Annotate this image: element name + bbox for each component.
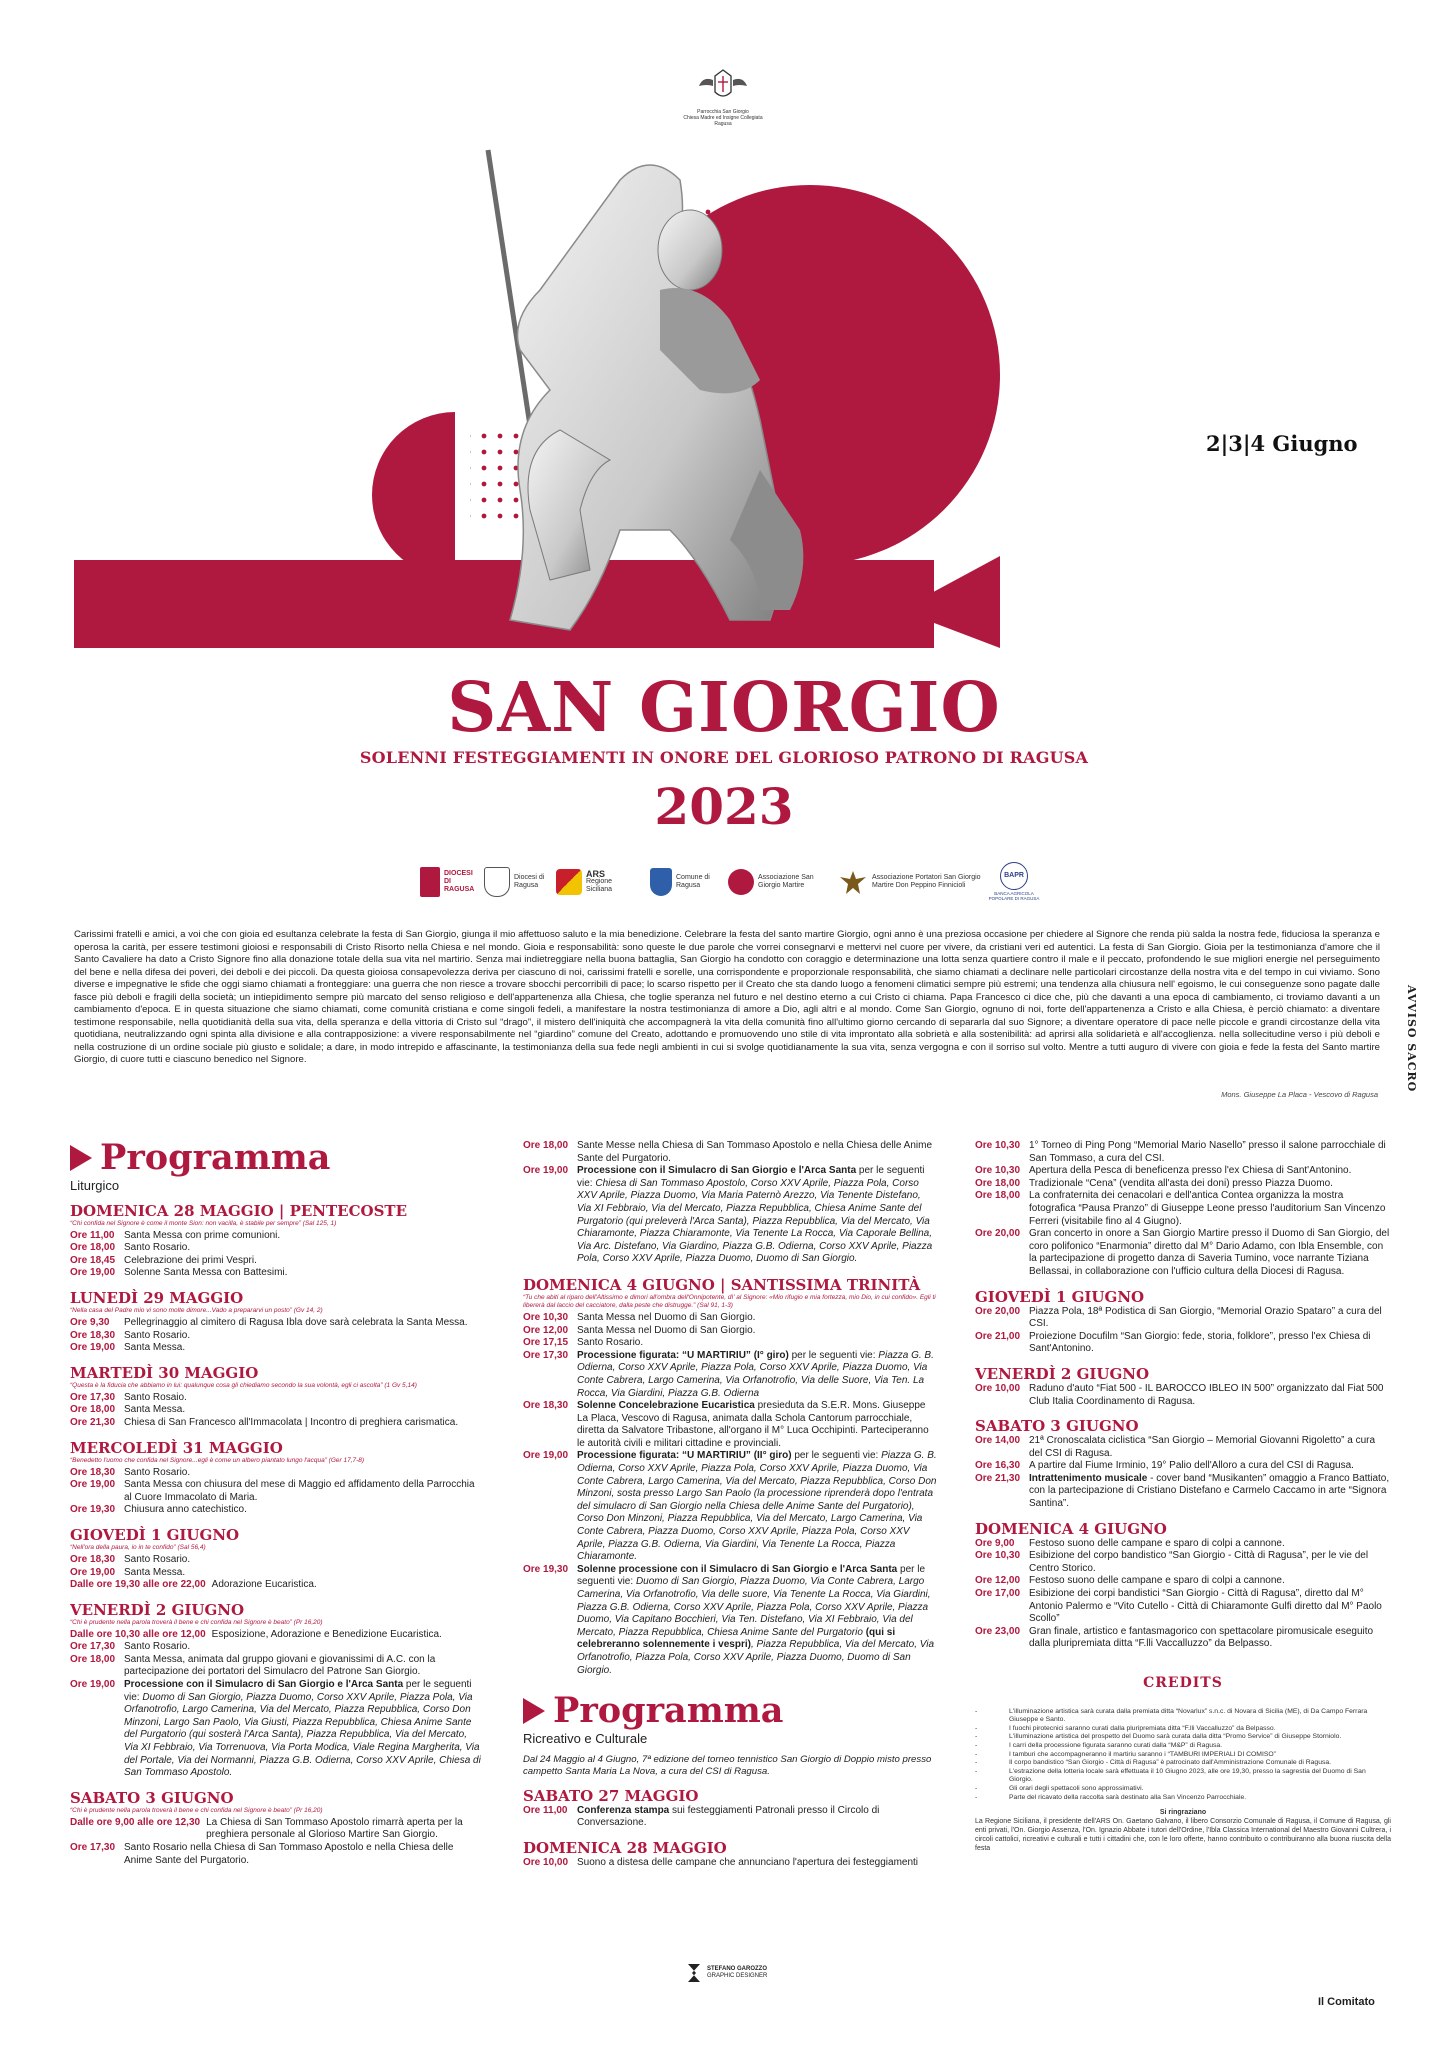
event-row: [975, 1538, 1391, 1551]
crest-icon: [683, 66, 763, 104]
event-time: Ore 18,30: [70, 1329, 116, 1341]
day-title: DOMENICA 4 GIUGNO: [975, 1519, 1167, 1538]
page-subtitle: SOLENNI FESTEGGIAMENTI IN ONORE DEL GLORIOSO PATRONO DI RAGUSA: [359, 748, 1089, 767]
event-text: Solenne Santa Messa con Battesimi.: [124, 1267, 288, 1279]
day-quote: “Nell'ora della paura, io in te confido” (Sal 56,4): [70, 1543, 206, 1551]
programma-heading: [70, 1138, 482, 1178]
event-row: [70, 1404, 482, 1417]
bullet: -: [975, 1793, 978, 1801]
event-text: Processione con il Simulacro di San Giorgio e l'Arca Santa per le seguenti vie: Chiesa di San Tommaso Apostolo, Corso XXV Aprile, Piazza Pola, Corso XXV Aprile, Piazza Duomo, Via Maria Paternò Arezzo, Via Tenente Distefano, Via XI Febbraio, Via del Mercato, Piazza Repubblica, Chiesa Anime Sante del Purgatorio (qui preleverà l'Arca Santa), Piazza Repubblica, Via del Mercato, Via Chiaramonte, Piazza Chiaramonte, Via Tenente La Rocca, Via Caporale Bellina, Via Arc. Distefano, Via Giardino, Piazza G.B. Odierna, Corso XXV Aprile, Piazza Pola, Corso XXV Aprile, Piazza Duomo, Duomo di San Giorgio.: [577, 1165, 933, 1265]
event-time: Ore 10,00: [975, 1382, 1021, 1394]
credit-text: L'estrazione della lotteria locale sarà effettuata il 10 Giugno 2023, alle ore 19,30, presso la sagrestia del Duomo di San Giorgio.: [1009, 1767, 1366, 1784]
logo-label: BANCA AGRICOLA POPOLARE DI RAGUSA: [988, 891, 1040, 901]
event-row: [523, 1337, 937, 1350]
event-text: Santa Messa con prime comunioni.: [124, 1229, 281, 1241]
logo-portatori: [838, 862, 982, 902]
event-row: [523, 1312, 937, 1325]
event-time: Ore 18,30: [70, 1553, 116, 1565]
event-time: Ore 12,00: [975, 1575, 1021, 1587]
logo-bapr: [984, 862, 1044, 902]
event-time: Ore 19,00: [70, 1679, 116, 1691]
event-row: [523, 1805, 937, 1830]
event-text: Solenne Concelebrazione Eucaristica presieduta da S.E.R. Mons. Giuseppe La Placa, Vescovo di Ragusa, animata dalla Schola Cantorum parrocchiale, diretta da Salvatore Tribastone, all'organo il M° Luca Occhipinti. Parteciperanno le autorità civili e militari cittadine e provinciali.: [577, 1400, 929, 1449]
credits-heading: CREDITS: [1143, 1675, 1223, 1691]
event-row: [975, 1306, 1391, 1331]
event-row: [70, 1817, 482, 1842]
event-row: [975, 1473, 1391, 1511]
event-text: 1° Torneo di Ping Pong “Memorial Mario Nasello” presso il salone parrocchiale di San Tommaso, a cura del CSI.: [1029, 1140, 1386, 1164]
credit-text: L'illuminazione artistica sarà curata dalla premiata ditta “Novarlux” s.n.c. di Novara di Sicilia (ME), di Da Campo Ferrara Giuseppe e Santo.: [1009, 1707, 1368, 1724]
event-text: Gran finale, artistico e fantasmagorico con spettacolare piromusicale eseguito dalla pluripremiata ditta “F.lli Vaccalluzzo” da Belpasso.: [1029, 1625, 1374, 1650]
crest-line-3: Ragusa: [714, 121, 732, 127]
event-row: [523, 1564, 937, 1677]
col3-days: [975, 1288, 1391, 1651]
designer-role: GRAPHIC DESIGNER: [707, 1973, 768, 1979]
credit-text: I carri della processione figurata saranno curati dalla “M&P” di Ragusa.: [1009, 1741, 1223, 1749]
event-time: Ore 17,30: [70, 1391, 116, 1403]
comitato-signature: Il Comitato: [1318, 1996, 1375, 2008]
event-time: Ore 21,30: [70, 1416, 116, 1428]
logo-label: Associazione Portatori San Giorgio Martire Don Peppino Finnicioli: [872, 874, 981, 889]
liturgico-days: [70, 1202, 482, 1868]
event-time: Ore 21,30: [975, 1472, 1021, 1484]
event-time: Ore 18,00: [975, 1190, 1021, 1202]
event-text: Intrattenimento musicale - cover band “Musikanten” omaggio a Franco Battiato, con la partecipazione di Cristiano Distefano e Carmelo Caccamo in arte “Signora Santina”.: [1029, 1472, 1390, 1510]
event-text: Santa Messa nel Duomo di San Giorgio.: [577, 1324, 756, 1336]
event-text: Santo Rosario.: [124, 1242, 191, 1254]
logo-label: DIOCESI DI RAGUSA: [444, 870, 475, 893]
event-text: Esposizione, Adorazione e Benedizione Eucaristica.: [211, 1628, 442, 1640]
event-row: [70, 1629, 482, 1642]
credit-item: [975, 1785, 1391, 1794]
event-time: Ore 10,30: [975, 1140, 1021, 1151]
event-row: [70, 1342, 482, 1355]
event-text: Celebrazione dei primi Vespri.: [124, 1254, 257, 1266]
event-time: Ore 17,30: [70, 1641, 116, 1653]
day-title: MARTEDÌ 30 MAGGIO: [70, 1363, 259, 1382]
credit-text: Gli orari degli spettacoli sono approssimativi.: [1009, 1784, 1144, 1792]
event-text: Proiezione Docufilm “San Giorgio: fede, storia, folklore”, presso l'ex Chiesa di Sant'Antonino.: [1029, 1330, 1371, 1355]
event-row: [975, 1178, 1391, 1191]
event-text: La confraternita dei cenacolari e dell'antica Contea organizza la mostra fotografica “Pausa Pranzo” di Giuseppe Leone presso l'auditorium San Vincenzo Ferreri (visitabile fino al 4 Giugno).: [1029, 1190, 1386, 1227]
event-row: [975, 1190, 1391, 1228]
avviso-sacro-label: AVVISO SACRO: [1405, 985, 1418, 1093]
bank-mark-label: BAPR: [1004, 872, 1024, 879]
triangle-icon: [70, 1145, 92, 1171]
event-text: Suono a distesa delle campane che annunciano l'apertura dei festeggiamenti: [577, 1856, 919, 1868]
bullet: -: [975, 1767, 978, 1775]
event-text: Santa Messa con chiusura del mese di Maggio ed affidamento della Parrocchia al Cuore Immacolato di Maria.: [124, 1479, 475, 1503]
bullet: -: [975, 1707, 978, 1715]
event-time: Ore 19,00: [523, 1450, 569, 1462]
thanks-text: La Regione Siciliana, il presidente dell'ARS On. Gaetano Galvano, il libero Consorzio Comunale di Ragusa, il Comune di Ragusa, gli enti privati, l'On. Giorgio Assenza, l'On. Ignazio Abbate i tutori dell'Ordine, l'Ibla Classica International del Maestro Giovanni Cultrera, i circoli cattolici, ricreativi e culturali e tutti i cittadini che, con le loro offerte, hanno contribuito o contribuiranno alla buona riuscita della festa: [975, 1818, 1391, 1853]
event-row: [70, 1317, 482, 1330]
event-text: Esibizione dei corpi bandistici “San Giorgio - Città di Ragusa”, diretto dal M° Antonio Palermo e “Vito Cutello - Città di Chiaramonte Gulfi diretto dal M° Paolo Scollo”: [1029, 1588, 1382, 1625]
programma-column-2: [523, 1140, 937, 1870]
crest-line-2: Chiesa Madre ed Insigne Collegiata: [683, 115, 763, 121]
day-title: SABATO 3 GIUGNO: [975, 1417, 1139, 1436]
day-title: GIOVEDÌ 1 GIUGNO: [975, 1287, 1145, 1306]
event-text: Santa Messa.: [124, 1566, 186, 1578]
credit-text: Il corpo bandistico “San Giorgio - Città di Ragusa” è patrocinato dall'Amministrazione Comunale di Ragusa.: [1009, 1759, 1332, 1767]
programma-title: Programma: [553, 1690, 784, 1732]
eagle-icon: [838, 867, 868, 897]
event-row: [975, 1331, 1391, 1356]
event-row: [975, 1575, 1391, 1588]
event-row: [70, 1679, 482, 1780]
day-quote: “Benedetto l'uomo che confida nel Signore...egli è come un albero piantato lungo l'acqua” (Ger 17,7-8): [70, 1456, 365, 1464]
event-text: Processione con il Simulacro di San Giorgio e l'Arca Santa per le seguenti vie: Duomo di San Giorgio, Piazza Duomo, Corso XXV Aprile, Piazza Pola, Via Orfanotrofio, Largo Camerina, Via del Mercato, Piazza Repubblica, Corso Don Minzoni, Largo San Paolo, Via Giusti, Piazza Repubblica, Chiesa Anime Sante del Purgatorio (qui sosterà l'Arca Santa), Piazza Repubblica, Via del Mercato, Via XI Febbraio, Via Torrenuova, Via Porta Modica, Viale Regina Margherita, Via del Portale, Via dei Normanni, Piazza G.B. Odierna, Corso XXV Aprile, Chiesa di San Tommaso Apostolo.: [124, 1679, 481, 1779]
credits-list: [975, 1708, 1391, 1803]
event-time: Ore 19,00: [70, 1479, 116, 1491]
event-row: [975, 1460, 1391, 1473]
day-title: SABATO 3 GIUGNO: [70, 1788, 234, 1807]
event-text: Conferenza stampa sui festeggiamenti Patronali presso il Circolo di Conversazione.: [577, 1804, 880, 1829]
credit-item: [975, 1708, 1391, 1725]
bullet: -: [975, 1741, 978, 1749]
city-crest-icon: [650, 868, 672, 896]
event-row: [70, 1330, 482, 1343]
event-text: Santa Messa, animata dal gruppo giovani e giovanissimi di A.C. con la partecipazione dei portatori del Simulacro del Patrone San Giorgio.: [124, 1653, 436, 1678]
bishop-signature: Mons. Giuseppe La Placa - Vescovo di Ragusa: [1221, 1090, 1378, 1099]
programma-subtitle: Ricreativo e Culturale: [523, 1731, 648, 1747]
credit-item: [975, 1742, 1391, 1751]
event-time: Ore 17,15: [523, 1337, 569, 1349]
event-row: [523, 1140, 937, 1165]
day-title: DOMENICA 4 GIUGNO | SANTISSIMA TRINITÀ: [523, 1275, 921, 1294]
event-text: Santo Rosario.: [124, 1466, 191, 1478]
event-row: [975, 1550, 1391, 1575]
event-row: [523, 1857, 937, 1870]
logo-comune: [650, 862, 712, 902]
day-quote: “Nella casa del Padre mio vi sono molte dimore...Vado a prepararvi un posto” (Gv 14, 2): [70, 1306, 323, 1314]
event-text: Santo Rosario.: [577, 1337, 644, 1349]
event-text: Santo Rosario.: [124, 1641, 191, 1653]
event-time: Ore 23,00: [975, 1625, 1021, 1637]
event-text: Chiusura anno catechistico.: [124, 1504, 247, 1516]
event-text: Santo Rosario nella Chiesa di San Tommaso Apostolo e nella Chiesa delle Anime Sante del Purgatorio.: [124, 1842, 454, 1866]
programma-title: Programma: [100, 1137, 331, 1178]
event-row: [523, 1350, 937, 1400]
credit-item: [975, 1759, 1391, 1768]
event-text: A partire dal Fiume Irminio, 19° Palio dell'Alloro a cura del CSI di Ragusa.: [1029, 1460, 1354, 1472]
logo-associazione: [728, 862, 820, 902]
bishop-letter: Carissimi fratelli e amici, a voi che con gioia ed esultanza celebrate la festa di San Giorgio, giunga il mio affettuoso saluto e la mia benedizione. Celebrare la festa del santo martire Giorgio, ogni anno è una preziosa occasione per chiedere al Signore che renda più salda la nostra fede, fiduciosa la speranza e operosa la carità, per essere testimoni gioiosi e responsabili di Cristo Risorto nella Chiesa e nel mondo. Gioia e responsabilità: sono queste le due parole che vorrei consegnarvi e mettervi nel cuore per vivere, da cristiani veri ed autentici. La festa di San Giorgio. Gioia per la testimonianza d'amore che il Santo Cavaliere ha dato a Cristo Signore fino alla donazione totale della sua vita nel martirio. Senza mai indietreggiare nella buona battaglia, San Giorgio ha condotto con coraggio e determinazione una lotta senza quartiere contro il male e il peccato, profondendo le sue migliori energie nel perseguimento del bene e nella difesa dei poveri, dei deboli e dei piccoli. Da questa gioiosa consapevolezza deriva per ciascuno di noi, carissimi fratelli e sorelle, una corrispondente e proporzionale responsabilità, che siamo chiamati a declinare nelle particolari circostanze della nostra vita e del tempo in cui viviamo. Sono diverse e impegnative le sfide che oggi siamo chiamati a fronteggiare: una guerra che non riesce a trovare sbocchi percorribili di pace; lo scarso rispetto per il Creato che sta dando luogo a fenomeni climatici sempre più estremi; una tendenza alla chiusura nell' egoismo, le cui conseguenze sono pagate dalle fasce più deboli e fragili della società; un intiepidimento sempre più marcato del senso religioso e dell'appartenenza alla Chiesa, che toglie speranza nel futuro e nel destino eterno a cui Cristo ci chiama. Papa Francesco ci dice che, più che davanti a una epoca di cambiamento, ci troviamo davanti a un cambiamento d'epoca. E in questa situazione che siamo chiamati, come comunità cristiana e come singoli fedeli, a manifestare la nostra testimonianza di amore a Dio, agli altri e al mondo. Come San Giorgio, ognuno di noi, forte dell'appartenenza a Cristo e alla Chiesa, è perciò chiamato: a diventare testimone responsabile, nella quotidianità della sua vita, della speranza e della vittoria di Cristo sul “drago”, il mistero dell'iniquità che accompagnerà la vita della comunità fino all'ultimo giorno cercando di separarla dal suo Signore; a diventare operatore di pace nelle piccole e grandi circostanze della vita quotidiana, neutralizzando ogni spinta alla divisione e alla contrapposizione: a vivere responsabilmente nel “giardino” comune del Creato, adottando e promuovendo uno stile di vita improntato alla sobrietà e alla sostenibilità: ad aprirsi alla solidarietà e all'accoglienza. nella sollecitudine verso i più deboli e nella costruzione di un ordine sociale più giusto e solidale; a dare, in modo intrepido e affascinante, la testimonianza della sua fede negli ambienti in cui si svolge quotidianamente la sua vita, senza vergogna e con il sorriso sul volto. Mentre a tutti auguro di vivere con gioia e fede la festa del Santo martire Giorgio, di cuore tutti e ciascuno benedico nel Signore.: [74, 929, 1380, 1065]
event-row: [523, 1450, 937, 1563]
bullet: -: [975, 1759, 978, 1767]
programma-ricreativo-heading: [523, 1691, 937, 1731]
logo-diocese: [420, 862, 478, 902]
bullet: -: [975, 1733, 978, 1741]
event-row: [975, 1626, 1391, 1651]
credit-text: I tamburi che accompagneranno il martiriu saranno i “TAMBURI IMPERIALI DI COMISO”: [1009, 1750, 1276, 1758]
event-time: Ore 18,00: [70, 1242, 116, 1254]
event-time: Ore 19,00: [523, 1165, 569, 1177]
credit-text: L'illuminazione artistica del prospetto del Duomo sarà curata dalla ditta “Promo Service” di Giuseppe Storniolo.: [1009, 1733, 1342, 1741]
designer-credit: [686, 1962, 767, 1984]
event-row: [70, 1567, 482, 1580]
day-title: SABATO 27 MAGGIO: [523, 1786, 699, 1805]
event-time: Ore 11,00: [523, 1804, 568, 1816]
event-text: Santo Rosario.: [124, 1553, 191, 1565]
bishop-crest-icon: [484, 867, 510, 897]
event-text: La Chiesa di San Tommaso Apostolo rimarrà aperta per la preghiera personale al Glorioso Martire San Giorgio.: [206, 1816, 463, 1841]
programma-subtitle: Liturgico: [70, 1178, 120, 1193]
event-time: Ore 19,00: [70, 1342, 116, 1354]
ricreativo-days: [523, 1787, 937, 1870]
event-time: Dalle ore 19,30 alle ore 22,00: [70, 1579, 206, 1591]
credit-item: [975, 1725, 1391, 1734]
ricreativo-intro: Dal 24 Maggio al 4 Giugno, 7ª edizione del torneo tennistico San Giorgio di Doppio misto presso campetto Santa Maria La Nova, a cura del CSI di Ragusa.: [523, 1753, 932, 1777]
event-text: Sante Messe nella Chiesa di San Tommaso Apostolo e nella Chiesa delle Anime Sante del Purgatorio.: [577, 1140, 933, 1164]
parish-crest: [683, 66, 763, 127]
day-title: VENERDÌ 2 GIUGNO: [70, 1600, 245, 1619]
event-row: [70, 1504, 482, 1517]
event-time: Ore 18,30: [70, 1466, 116, 1478]
event-row: [70, 1255, 482, 1268]
event-text: Festoso suono delle campane e sparo di colpi a cannone.: [1029, 1575, 1285, 1587]
event-time: Ore 18,00: [70, 1404, 116, 1416]
crimson-band: [74, 560, 934, 648]
event-row: [975, 1588, 1391, 1626]
event-text: Santo Rosario.: [124, 1329, 191, 1341]
logo-diocesi: [484, 862, 552, 902]
event-text: Processione figurata: “U MARTIRIU” (I° giro) per le seguenti vie: Piazza G. B. Odierna, Corso XXV Aprile, Piazza Pola, Corso XXV Aprile, Piazza Duomo, Via Conte Cabrera, Largo Camerina, Via Orfanotrofio, Via delle Suore, Via Ten. La Rocca, Via Giardini, Piazza G.B. Odierna: [577, 1349, 934, 1399]
event-row: [975, 1383, 1391, 1408]
event-text: Santa Messa.: [124, 1404, 186, 1416]
day-title: DOMENICA 28 MAGGIO | PENTECOSTE: [70, 1201, 408, 1220]
event-text: Santo Rosaio.: [124, 1391, 187, 1403]
event-row: [70, 1641, 482, 1654]
event-row: [523, 1325, 937, 1338]
logo-regione: [556, 862, 640, 902]
event-time: Ore 18,00: [975, 1177, 1021, 1189]
event-row: [523, 1400, 937, 1450]
day-quote: “Chi confida nel Signore è come il monte Sion: non vacilla, è stabile per sempre” (Sal 125, 1): [70, 1219, 337, 1227]
day-title: GIOVEDÌ 1 GIUGNO: [70, 1525, 240, 1544]
logo-label: Associazione San Giorgio Martire: [758, 874, 814, 889]
event-row: [523, 1165, 937, 1266]
page-title: SAN GIORGIO: [447, 668, 1001, 748]
logo-label: Regione Siciliana: [586, 878, 613, 893]
event-time: Dalle ore 9,00 alle ore 12,30: [70, 1816, 201, 1828]
event-row: [975, 1165, 1391, 1178]
event-time: Ore 19,30: [523, 1563, 569, 1575]
event-text: Chiesa di San Francesco all'Immacolata | Incontro di preghiera carismatica.: [124, 1416, 459, 1428]
event-time: Ore 10,00: [523, 1856, 569, 1868]
event-text: Festoso suono delle campane e sparo di colpi a cannone.: [1029, 1537, 1285, 1549]
event-row: [70, 1467, 482, 1480]
event-text: Piazza Pola, 18ª Podistica di San Giorgio, “Memorial Orazio Spataro” a cura del CSI.: [1029, 1305, 1382, 1330]
event-text: Santa Messa.: [124, 1342, 186, 1354]
event-row: [70, 1654, 482, 1679]
day-title: DOMENICA 28 MAGGIO: [523, 1838, 727, 1857]
event-row: [70, 1267, 482, 1280]
programma-column-3: [975, 1140, 1391, 1853]
event-time: Ore 18,00: [523, 1140, 569, 1151]
credit-item: [975, 1794, 1391, 1803]
event-time: Ore 19,00: [70, 1267, 116, 1279]
event-text: Adorazione Eucaristica.: [211, 1579, 317, 1591]
event-text: Apertura della Pesca di beneficenza presso l'ex Chiesa di Sant'Antonino.: [1029, 1165, 1352, 1177]
col2-events: [523, 1140, 937, 1266]
event-time: Ore 17,00: [975, 1588, 1021, 1600]
bullet: -: [975, 1784, 978, 1792]
event-time: Ore 21,00: [975, 1330, 1021, 1342]
event-time: Ore 9,00: [975, 1537, 1015, 1549]
event-text: Solenne processione con il Simulacro di San Giorgio e l'Arca Santa per le seguenti vie: Duomo di San Giorgio, Piazza Duomo, Via Conte Cabrera, Largo Camerina, Via Orfanotrofio, Via delle suore, Via Tenente La Rocca, Via Giardini, Piazza G.B. Odierna, Corso XXV Aprile, Piazza Pola, Corso XXV Aprile, Piazza Duomo, Via Capitano Bocchieri, Via Ten. Distefano, Via XI Febbraio, Via del Mercato, Piazza Repubblica, Chiesa Anime Sante del Purgatorio (qui si celebreranno solennemente i vespri), Piazza Repubblica, Via del Mercato, Via Orfanotrofio, Piazza Pola, Corso XXV Aprile, Piazza Duomo, Duomo di San Giorgio.: [577, 1563, 935, 1676]
event-text: Santa Messa nel Duomo di San Giorgio.: [577, 1311, 756, 1323]
credit-item: [975, 1733, 1391, 1742]
logo-label: Diocesi di Ragusa: [514, 874, 545, 889]
credit-item: [975, 1768, 1391, 1785]
association-icon: [728, 869, 754, 895]
event-time: Ore 18,00: [70, 1653, 116, 1665]
event-time: Ore 18,30: [523, 1400, 569, 1412]
credit-text: Parte del ricavato della raccolta sarà destinato alla San Vincenzo Parrocchiale.: [1009, 1793, 1247, 1801]
event-time: Ore 20,00: [975, 1228, 1021, 1240]
day-title: VENERDÌ 2 GIUGNO: [975, 1364, 1150, 1383]
day-title: LUNEDÌ 29 MAGGIO: [70, 1288, 244, 1307]
bullet: -: [975, 1724, 978, 1732]
event-time: Ore 12,00: [523, 1324, 569, 1336]
event-text: Tradizionale “Cena” (vendita all'asta dei doni) presso Piazza Duomo.: [1029, 1177, 1333, 1189]
event-row: [975, 1435, 1391, 1460]
event-time: Ore 17,30: [523, 1349, 569, 1361]
ars-label: ARS: [586, 869, 606, 879]
event-row: [70, 1230, 482, 1243]
event-time: Ore 18,45: [70, 1254, 116, 1266]
event-time: Ore 9,30: [70, 1316, 110, 1328]
event-row: [70, 1554, 482, 1567]
region-flag-icon: [556, 869, 582, 895]
day-title: MERCOLEDÌ 31 MAGGIO: [70, 1438, 283, 1457]
event-time: Ore 16,30: [975, 1460, 1021, 1472]
event-row: [70, 1392, 482, 1405]
credit-item: [975, 1751, 1391, 1760]
event-text: 21ª Cronoscalata ciclistica “San Giorgio – Memorial Giovanni Rigoletto” a cura del CSI di Ragusa.: [1029, 1435, 1376, 1459]
logo-label: Comune di Ragusa: [676, 874, 710, 889]
event-text: Pellegrinaggio al cimitero di Ragusa Ibla dove sarà celebrata la Santa Messa.: [124, 1316, 468, 1328]
designer-logo-icon: [686, 1962, 702, 1984]
programma-liturgico: [70, 1138, 482, 1867]
diocese-logo: [420, 867, 440, 897]
event-time: Ore 11,00: [70, 1229, 115, 1241]
bullet: -: [975, 1750, 978, 1758]
event-text: Gran concerto in onore a San Giorgio Martire presso il Duomo di San Giorgio, del coro polifonico “Enarmonia” diretto dal M° Dario Adamo, con Ibla Ensemble, con la partecipazione di progetto danza di Saveria Tumino, voce narrante Tiziana Bellassai, in collaborazione con l'ufficio cultura della Diocesi di Ragusa.: [1029, 1228, 1390, 1277]
event-row: [70, 1242, 482, 1255]
thanks-heading: Si ringraziano: [1159, 1809, 1207, 1817]
event-row: [70, 1479, 482, 1504]
bank-logo: [1000, 862, 1028, 890]
event-row: [70, 1579, 482, 1592]
event-text: Raduno d'auto “Fiat 500 - IL BAROCCO IBLEO IN 500” organizzato dal Fiat 500 Club Italia Coordinamento di Ragusa.: [1029, 1382, 1384, 1407]
event-time: Ore 20,00: [975, 1305, 1021, 1317]
festival-dates: 2|3|4 Giugno: [1206, 431, 1358, 456]
event-text: Esibizione del corpo bandistico “San Giorgio - Città di Ragusa”, per le vie del Centro Storico.: [1029, 1550, 1369, 1574]
day-quote: “Questa è la fiducia che abbiamo in lui: qualunque cosa gli chiediamo secondo la sua volontà, egli ci ascolta” (1 Gv 5,14): [70, 1381, 417, 1389]
event-time: Dalle ore 10,30 alle ore 12,00: [70, 1628, 206, 1640]
event-time: Ore 19,00: [70, 1566, 116, 1578]
designer-name: STEFANO GAROZZO: [707, 1966, 767, 1972]
day-quote: “Tu che abiti al riparo dell'Altissimo e dimori all'ombra dell'Onnipotente, dì' al Signore: «Mio rifugio e mia fortezza, mio Dio, in cui confido». Egli ti libererà dal laccio del cacciatore, dalla peste che distrugge.” (Sal 91, 1-3): [523, 1293, 936, 1309]
page-year: 2023: [654, 777, 794, 836]
event-time: Ore 10,30: [975, 1165, 1021, 1177]
event-time: Ore 19,30: [70, 1504, 116, 1516]
crest-line-1: Parrocchia San Giorgio: [697, 109, 749, 115]
event-text: Processione figurata: “U MARTIRIU” (II° giro) per le seguenti vie: Piazza G. B. Odierna, Corso XXV Aprile, Piazza Pola, Corso XXV Aprile, Piazza Duomo, Via Conte Cabrera, Largo Camerina, Via del Mercato, Piazza Repubblica, Corso Don Minzoni, sosta presso Largo San Paolo (la processione riprenderà dopo l'entrata del simulacro di San Giorgio nella Chiesa delle Anime Sante del Purgatorio), Corso Don Minzoni, Piazza Repubblica, Via del Mercato, Largo Camerina, Via Conte Cabrera, Piazza Duomo, Corso XXV Aprile, Piazza Pola, Corso XXV Aprile, Piazza G.B. Odierna, Via Giardini, Via Tenente La Rocca, Piazza Chiaramonte.: [577, 1450, 937, 1563]
event-time: Ore 10,30: [975, 1550, 1021, 1562]
credit-text: I fuochi pirotecnici saranno curati dalla pluripremiata ditta “F.lli Vaccalluzzo” da Belpasso.: [1009, 1724, 1276, 1732]
col2-day-events: [523, 1312, 937, 1677]
day-quote: “Chi è prudente nella parola troverà il bene e chi confida nel Signore è beato” (Pr 16,20): [70, 1806, 323, 1814]
event-row: [70, 1842, 482, 1867]
event-time: Ore 10,30: [523, 1311, 569, 1323]
event-time: Ore 17,30: [70, 1842, 116, 1853]
event-row: [975, 1140, 1391, 1165]
event-row: [70, 1417, 482, 1430]
col3-events: [975, 1140, 1391, 1279]
day-quote: “Chi è prudente nella parola troverà il bene e chi confida nel Signore è beato” (Pr 16,20): [70, 1618, 323, 1626]
event-time: Ore 14,00: [975, 1435, 1021, 1447]
triangle-icon: [523, 1698, 545, 1724]
event-row: [975, 1228, 1391, 1278]
